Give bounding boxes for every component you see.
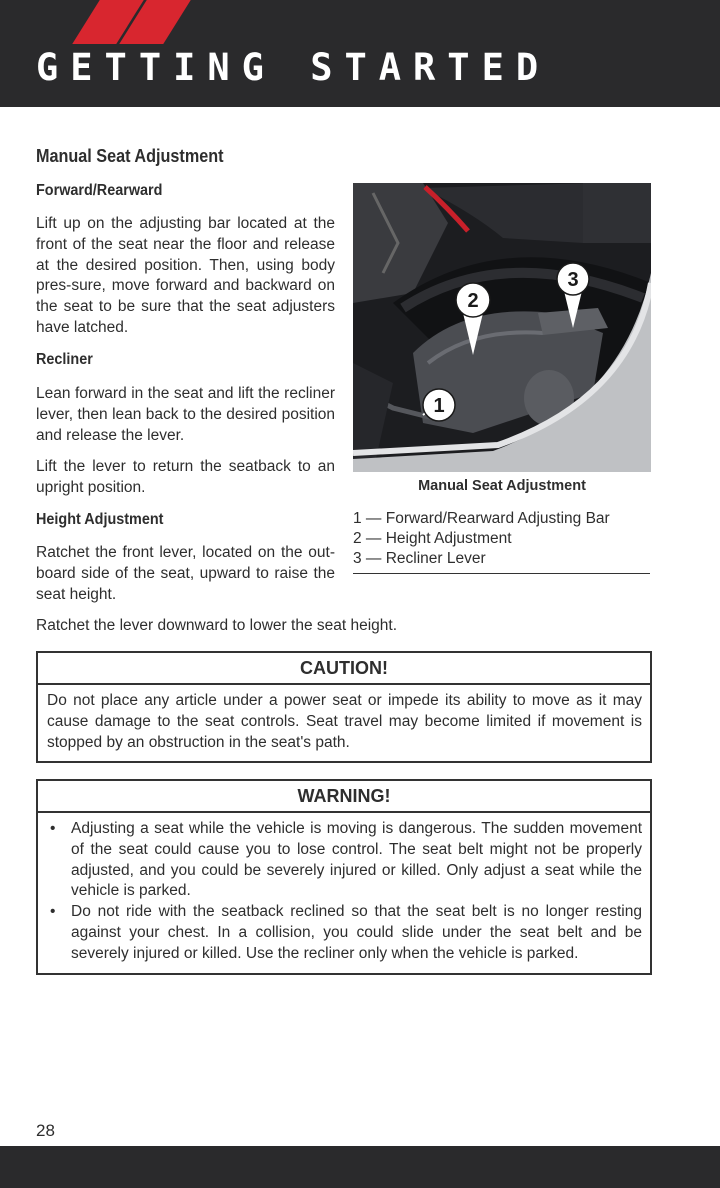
- legend-item: 1 — Forward/Rearward Adjusting Bar: [353, 510, 610, 527]
- svg-text:1: 1: [433, 395, 445, 417]
- page-header: [0, 0, 720, 107]
- section-title: GETTING STARTED: [36, 46, 551, 89]
- figure-legend: [353, 509, 650, 574]
- bullet-icon: •: [50, 903, 56, 921]
- legend-item: 2 — Height Adjustment: [353, 530, 512, 547]
- callout-1: [423, 389, 455, 421]
- warning-item-text: Adjusting a seat while the vehicle is moving is dangerous. The sudden movement of the seat could cause you to lose control. The seat belt might not be properly adjusted, and you could be severely injured or killed. Only adjust a seat while the vehicle is parked.: [71, 820, 642, 900]
- warning-box: [36, 779, 652, 975]
- caution-title: CAUTION!: [38, 653, 650, 685]
- page-number: 28: [36, 1121, 55, 1140]
- subheading-height: Height Adjustment: [36, 511, 164, 528]
- seat-illustration: [353, 183, 651, 472]
- warning-item: [47, 902, 642, 964]
- subheading-forward: Forward/Rearward: [36, 182, 163, 199]
- recliner-text: Lean forward in the seat and lift the recliner lever, then lean back to the desired position and release the lever.: [36, 385, 335, 444]
- warning-body: [38, 813, 650, 973]
- caution-text: Do not place any article under a power seat or impede its ability to move as it may cause damage to the seat controls. Seat travel may become limited if movement is stopped by an obstruction in the seat's path.: [47, 692, 642, 751]
- caution-box: [36, 651, 652, 763]
- seat-figure: [353, 183, 651, 472]
- figure-caption: Manual Seat Adjustment: [418, 478, 586, 494]
- legend-item: 3 — Recliner Lever: [353, 550, 486, 567]
- warning-item-text: Do not ride with the seatback reclined so that the seat belt is no longer resting against your chest. In a collision, you could slide under the seat belt and be severely injured or killed. Use the recliner only when the vehicle is parked.: [71, 903, 642, 962]
- height-text-2: Ratchet the lever downward to lower the seat height.: [36, 617, 398, 634]
- bullet-icon: •: [50, 820, 56, 837]
- warning-title: WARNING!: [38, 781, 650, 813]
- svg-text:3: 3: [567, 269, 579, 291]
- warning-item: [47, 819, 642, 902]
- page-footer: [0, 1146, 720, 1188]
- svg-text:2: 2: [467, 290, 479, 312]
- page-title: Manual Seat Adjustment: [36, 146, 224, 166]
- subheading-recliner: Recliner: [36, 351, 93, 368]
- forward-text: Lift up on the adjusting bar located at the front of the seat near the floor and release at the desired position. Then, using body pres-sure, move forward and backward on the seat to be sure that the seat adjusters have latched.: [36, 215, 335, 336]
- recliner-text-2: Lift the lever to return the seatback to an upright position.: [36, 458, 335, 496]
- height-text: Ratchet the front lever, located on the out-board side of the seat, upward to raise the seat height.: [36, 544, 335, 603]
